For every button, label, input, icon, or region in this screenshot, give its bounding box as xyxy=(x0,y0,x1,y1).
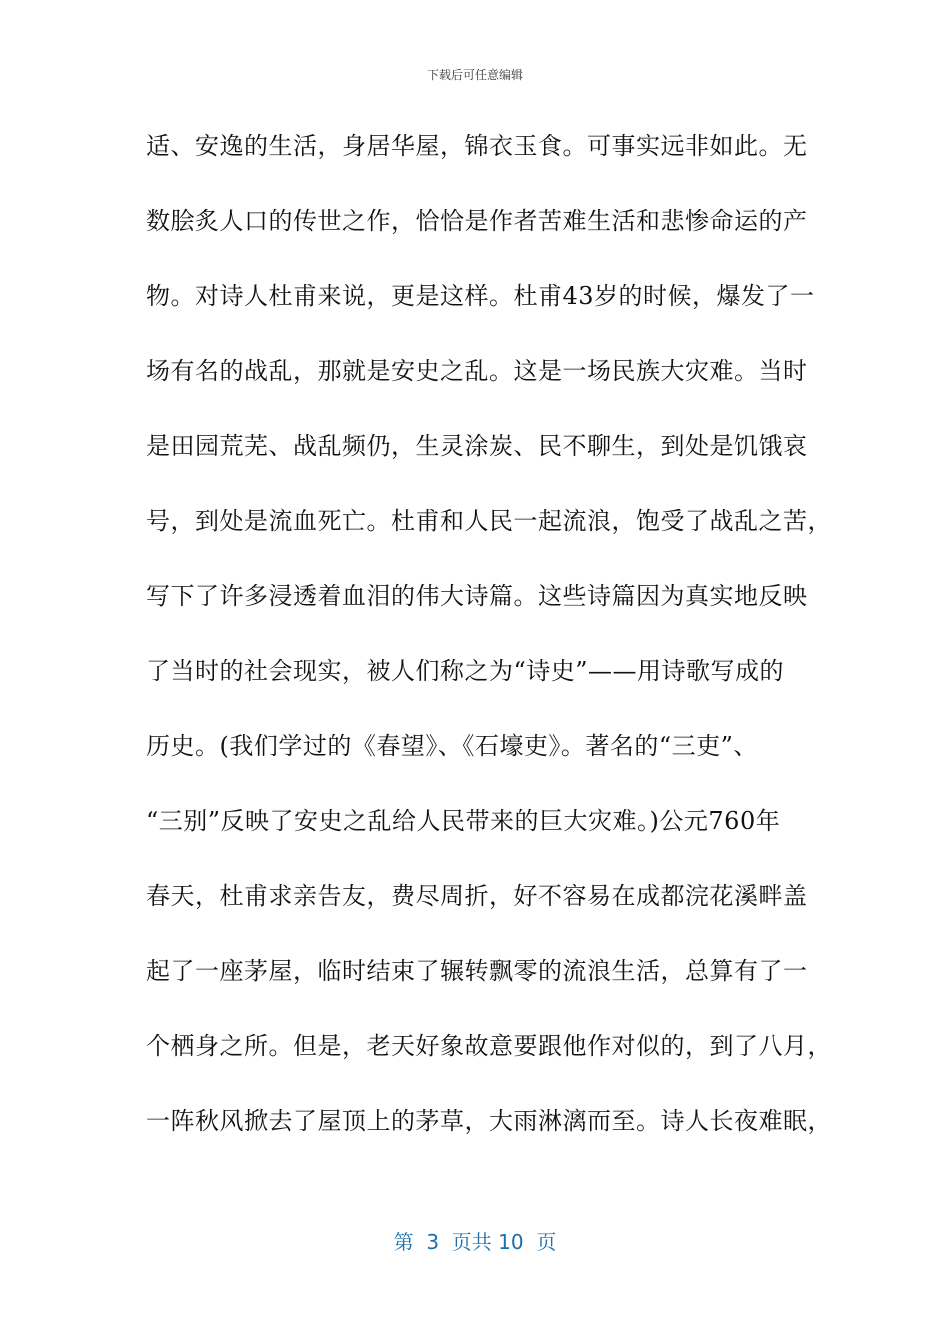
text-line: 起了一座茅屋，临时结束了辗转飘零的流浪生活，总算有了一 xyxy=(146,957,808,985)
text-line: 写下了许多浸透着血泪的伟大诗篇。这些诗篇因为真实地反映 xyxy=(146,582,808,610)
text-line: 春天，杜甫求亲告友，费尽周折，好不容易在成都浣花溪畔盖 xyxy=(146,882,808,910)
text-line: 是田园荒芜、战乱频仍，生灵涂炭、民不聊生，到处是饥饿哀 xyxy=(146,432,808,460)
page-number-footer: 第 3 页共 10 页 xyxy=(393,1230,557,1254)
text-line: 场有名的战乱，那就是安史之乱。这是一场民族大灾难。当时 xyxy=(146,357,808,385)
text-line: “三别”反映了安史之乱给人民带来的巨大灾难。)公元760年 xyxy=(146,807,781,835)
text-line: 历史。(我们学过的《春望》、《石壕吏》。著名的“三吏”、 xyxy=(146,732,758,760)
text-line: 个栖身之所。但是，老天好象故意要跟他作对似的，到了八月， xyxy=(146,1032,832,1060)
text-line: 物。对诗人杜甫来说，更是这样。杜甫43岁的时候，爆发了一 xyxy=(146,282,815,310)
text-line: 一阵秋风掀去了屋顶上的茅草，大雨淋漓而至。诗人长夜难眠， xyxy=(146,1107,832,1135)
text-line: 号，到处是流血死亡。杜甫和人民一起流浪，饱受了战乱之苦， xyxy=(146,507,832,535)
page-header: 下载后可任意编辑 xyxy=(426,68,523,82)
text-line: 了当时的社会现实，被人们称之为“诗史”——用诗歌写成的 xyxy=(146,657,785,685)
text-line: 数脍炙人口的传世之作，恰恰是作者苦难生活和悲惨命运的产 xyxy=(146,207,808,235)
text-line: 适、安逸的生活，身居华屋，锦衣玉食。可事实远非如此。无 xyxy=(146,132,808,160)
document-body xyxy=(146,124,832,1174)
